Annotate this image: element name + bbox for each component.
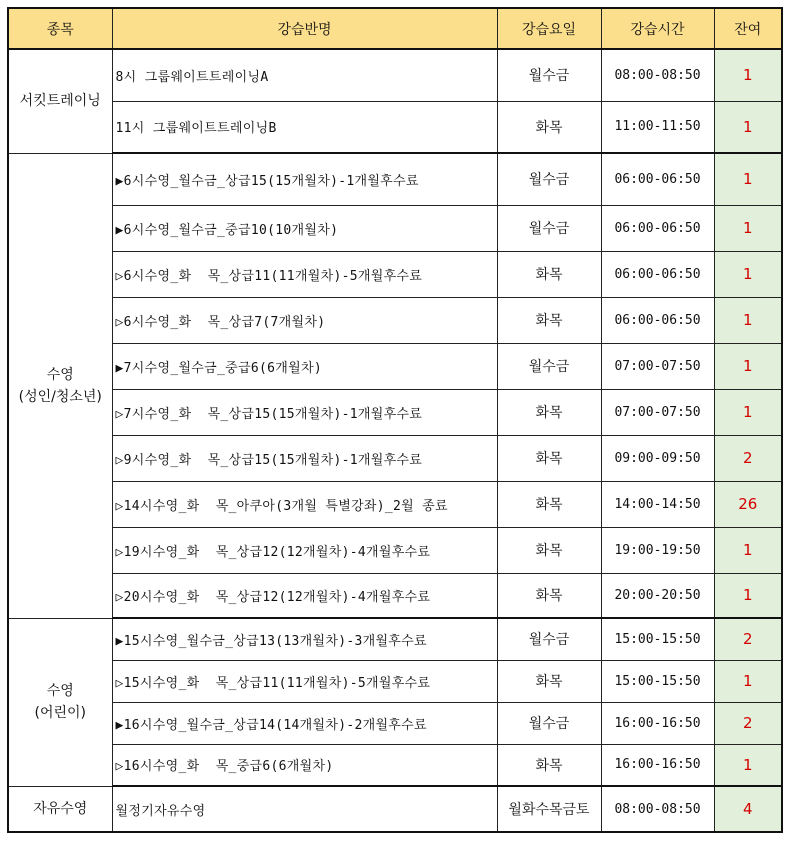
category-cell — [8, 786, 112, 832]
class-name-cell: ▷16시수영_화 목_중급6(6개월차) — [112, 744, 497, 786]
class-name-cell: ▶16시수영_월수금_상급14(14개월차)-2개월후수료 — [112, 702, 497, 744]
time-cell: 07:00-07:50 — [601, 343, 714, 389]
time-cell: 16:00-16:50 — [601, 702, 714, 744]
table-row — [8, 744, 782, 786]
days-cell: 화목 — [497, 744, 601, 786]
class-name-cell: 11시 그룹웨이트트레이닝B — [112, 101, 497, 153]
remaining-cell: 1 — [714, 153, 782, 205]
table-row — [8, 153, 782, 205]
remaining-cell: 2 — [714, 618, 782, 660]
table-row — [8, 251, 782, 297]
remaining-cell: 1 — [714, 101, 782, 153]
remaining-cell: 2 — [714, 702, 782, 744]
time-cell: 06:00-06:50 — [601, 153, 714, 205]
remaining-cell: 2 — [714, 435, 782, 481]
table-row — [8, 660, 782, 702]
class-name-cell: ▶6시수영_월수금_중급10(10개월차) — [112, 205, 497, 251]
time-cell: 06:00-06:50 — [601, 205, 714, 251]
category-label: 수영 — [46, 366, 74, 383]
time-cell: 06:00-06:50 — [601, 251, 714, 297]
remaining-cell: 1 — [714, 343, 782, 389]
table-row — [8, 343, 782, 389]
header-remaining: 잔여 — [714, 8, 782, 49]
time-cell: 09:00-09:50 — [601, 435, 714, 481]
class-name-cell: ▷6시수영_화 목_상급7(7개월차) — [112, 297, 497, 343]
category-label: (성인/청소년) — [18, 388, 102, 405]
table-row — [8, 618, 782, 660]
remaining-cell: 4 — [714, 786, 782, 832]
time-cell: 08:00-08:50 — [601, 786, 714, 832]
category-label: 서킷트레이닝 — [19, 93, 101, 110]
days-cell: 월수금 — [497, 343, 601, 389]
remaining-cell: 1 — [714, 660, 782, 702]
category-label: 자유수영 — [33, 800, 88, 817]
table-row — [8, 297, 782, 343]
header-row — [8, 8, 782, 49]
table-row — [8, 435, 782, 481]
time-cell: 16:00-16:50 — [601, 744, 714, 786]
remaining-cell: 1 — [714, 205, 782, 251]
time-cell: 15:00-15:50 — [601, 618, 714, 660]
days-cell: 화목 — [497, 481, 601, 527]
class-name-cell: 월정기자유수영 — [112, 786, 497, 832]
table-row — [8, 573, 782, 618]
table-row — [8, 527, 782, 573]
remaining-cell: 1 — [714, 49, 782, 101]
table-row — [8, 101, 782, 153]
days-cell: 월화수목금토 — [497, 786, 601, 832]
class-name-cell: ▷9시수영_화 목_상급15(15개월차)-1개월후수료 — [112, 435, 497, 481]
remaining-cell: 1 — [714, 251, 782, 297]
class-name-cell: ▷6시수영_화 목_상급11(11개월차)-5개월후수료 — [112, 251, 497, 297]
days-cell: 화목 — [497, 573, 601, 618]
class-schedule-table — [7, 7, 783, 833]
class-name-cell: ▶7시수영_월수금_중급6(6개월차) — [112, 343, 497, 389]
days-cell: 월수금 — [497, 618, 601, 660]
days-cell: 화목 — [497, 527, 601, 573]
remaining-cell: 1 — [714, 389, 782, 435]
table-row — [8, 49, 782, 101]
days-cell: 화목 — [497, 660, 601, 702]
days-cell: 월수금 — [497, 153, 601, 205]
time-cell: 15:00-15:50 — [601, 660, 714, 702]
remaining-cell: 1 — [714, 744, 782, 786]
category-cell — [8, 153, 112, 618]
class-name-cell: ▷15시수영_화 목_상급11(11개월차)-5개월후수료 — [112, 660, 497, 702]
time-cell: 08:00-08:50 — [601, 49, 714, 101]
time-cell: 19:00-19:50 — [601, 527, 714, 573]
table-row — [8, 786, 782, 832]
class-name-cell: ▷7시수영_화 목_상급15(15개월차)-1개월후수료 — [112, 389, 497, 435]
class-name-cell: ▶15시수영_월수금_상급13(13개월차)-3개월후수료 — [112, 618, 497, 660]
class-name-cell: ▶6시수영_월수금_상급15(15개월차)-1개월후수료 — [112, 153, 497, 205]
table-row — [8, 702, 782, 744]
days-cell: 화목 — [497, 297, 601, 343]
table-row — [8, 481, 782, 527]
time-cell: 20:00-20:50 — [601, 573, 714, 618]
table-row — [8, 389, 782, 435]
days-cell: 화목 — [497, 101, 601, 153]
class-name-cell: ▷14시수영_화 목_아쿠아(3개월 특별강좌)_2월 종료 — [112, 481, 497, 527]
class-name-cell: 8시 그룹웨이트트레이닝A — [112, 49, 497, 101]
remaining-cell: 1 — [714, 573, 782, 618]
days-cell: 화목 — [497, 251, 601, 297]
header-days: 강습요일 — [497, 8, 601, 49]
time-cell: 06:00-06:50 — [601, 297, 714, 343]
days-cell: 화목 — [497, 389, 601, 435]
time-cell: 11:00-11:50 — [601, 101, 714, 153]
category-label: (어린이) — [34, 705, 86, 721]
class-name-cell: ▷20시수영_화 목_상급12(12개월차)-4개월후수료 — [112, 573, 497, 618]
class-name-cell: ▷19시수영_화 목_상급12(12개월차)-4개월후수료 — [112, 527, 497, 573]
time-cell: 07:00-07:50 — [601, 389, 714, 435]
category-cell — [8, 618, 112, 786]
header-time: 강습시간 — [601, 8, 714, 49]
days-cell: 월수금 — [497, 702, 601, 744]
category-cell — [8, 49, 112, 153]
table-row — [8, 205, 782, 251]
header-class-name: 강습반명 — [112, 8, 497, 49]
remaining-cell: 1 — [714, 297, 782, 343]
remaining-cell: 26 — [714, 481, 782, 527]
remaining-cell: 1 — [714, 527, 782, 573]
days-cell: 화목 — [497, 435, 601, 481]
category-label: 수영 — [46, 683, 74, 699]
days-cell: 월수금 — [497, 205, 601, 251]
header-category: 종목 — [8, 8, 112, 49]
days-cell: 월수금 — [497, 49, 601, 101]
time-cell: 14:00-14:50 — [601, 481, 714, 527]
